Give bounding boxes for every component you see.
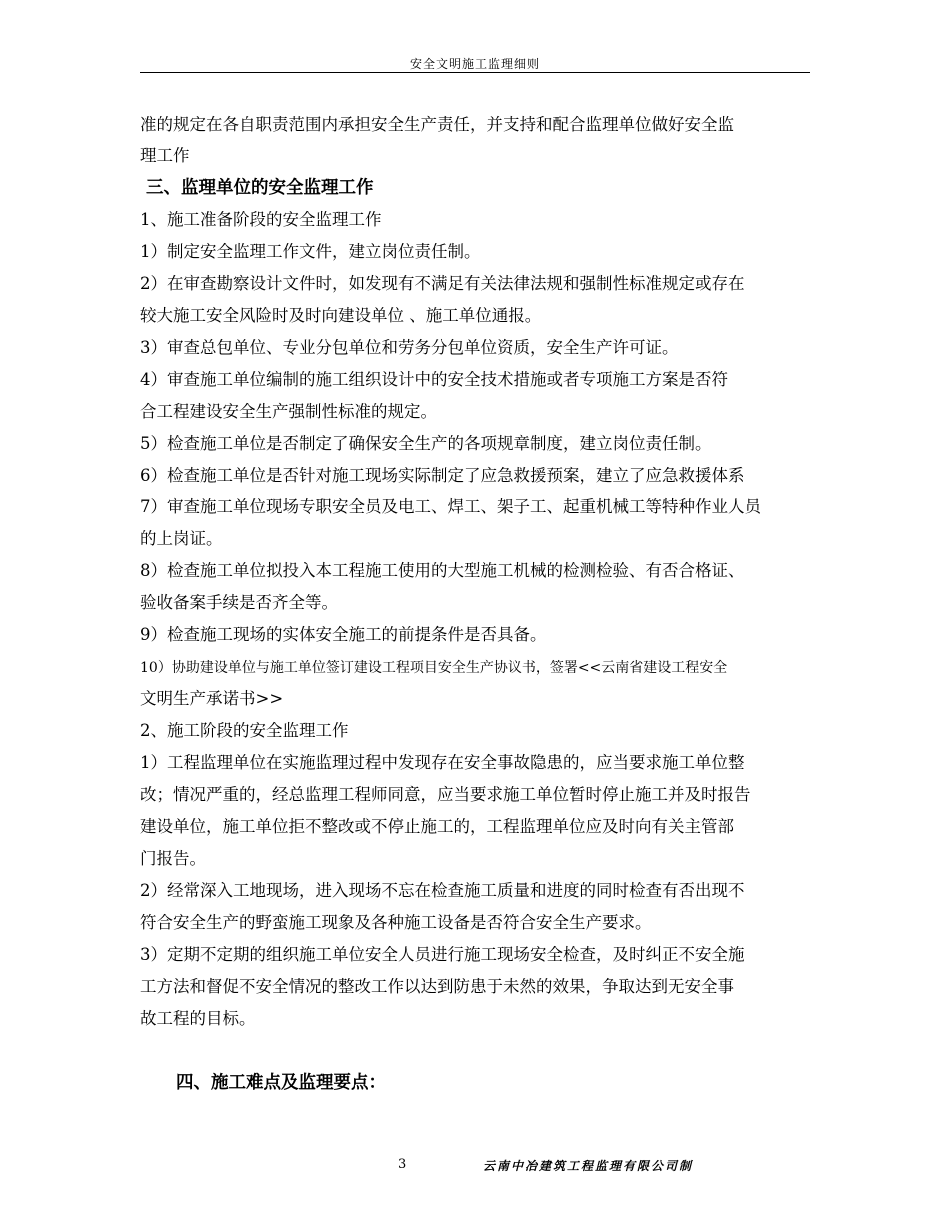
list-item: 8）检查施工单位拟投入本工程施工使用的大型施工机械的检测检验、有否合格证、 [140,561,745,580]
list-item-continuation: 的上岗证。 [140,529,223,548]
paragraph-line: 理工作 [140,146,190,165]
header-divider [140,72,810,73]
list-item-continuation: 合工程建设安全生产强制性标准的规定。 [140,402,437,421]
list-item-continuation: 工方法和督促不安全情况的整改工作以达到防患于未然的效果，争取达到无安全事 [140,977,734,996]
list-item: 10）协助建设单位与施工单位签订建设工程项目安全生产协议书，签署<<云南省建设工程安全 [140,660,728,676]
subsection-heading: 1、施工准备阶段的安全监理工作 [140,210,382,229]
list-item: 9）检查施工现场的实体安全施工的前提条件是否具备。 [140,625,547,644]
list-item-continuation: 改；情况严重的，经总监理工程师同意，应当要求施工单位暂时停止施工并及时报告 [140,785,751,804]
section-three-heading: 三、监理单位的安全监理工作 [146,178,374,198]
list-item-continuation: 门报告。 [140,849,206,868]
list-item: 1）制定安全监理工作文件，建立岗位责任制。 [140,242,481,261]
list-item: 7）审查施工单位现场专职安全员及电工、焊工、架子工、起重机械工等特种作业人员 [140,497,761,516]
list-item: 6）检查施工单位是否针对施工现场实际制定了应急救援预案，建立了应急救援体系 [140,466,745,485]
list-item: 5）检查施工单位是否制定了确保安全生产的各项规章制度，建立岗位责任制。 [140,434,712,453]
list-item-continuation: 符合安全生产的野蛮施工现象及各种施工设备是否符合安全生产要求。 [140,913,652,932]
page-number: 3 [398,1157,407,1172]
list-item-continuation: 建设单位，施工单位拒不整改或不停止施工的，工程监理单位应及时向有关主管部 [140,817,734,836]
list-item-continuation: 验收备案手续是否齐全等。 [140,593,338,612]
footer-company: 云南中冶建筑工程监理有限公司制 [483,1159,694,1173]
list-item-continuation: 故工程的目标。 [140,1009,256,1028]
list-item: 3）审查总包单位、专业分包单位和劳务分包单位资质，安全生产许可证。 [140,338,679,357]
paragraph-line: 准的规定在各自职责范围内承担安全生产责任，并支持和配合监理单位做好安全监 [140,115,734,134]
subsection-heading: 2、施工阶段的安全监理工作 [140,721,349,740]
list-item: 4）审查施工单位编制的施工组织设计中的安全技术措施或者专项施工方案是否符 [140,370,728,389]
list-item-continuation: 较大施工安全风险时及时向建设单位 、施工单位通报。 [140,306,542,325]
list-item: 3）定期不定期的组织施工单位安全人员进行施工现场安全检查，及时纠正不安全施 [140,945,745,964]
list-item-continuation: 文明生产承诺书>> [140,689,284,708]
list-item: 1）工程监理单位在实施监理过程中发现存在安全事故隐患的，应当要求施工单位整 [140,753,745,772]
page-header-title: 安全文明施工监理细则 [409,57,540,71]
section-four-heading: 四、施工难点及监理要点： [176,1073,386,1093]
list-item: 2）在审查勘察设计文件时，如发现有不满足有关法律法规和强制性标准规定或存在 [140,274,745,293]
list-item: 2）经常深入工地现场，进入现场不忘在检查施工质量和进度的同时检查有否出现不 [140,881,745,900]
